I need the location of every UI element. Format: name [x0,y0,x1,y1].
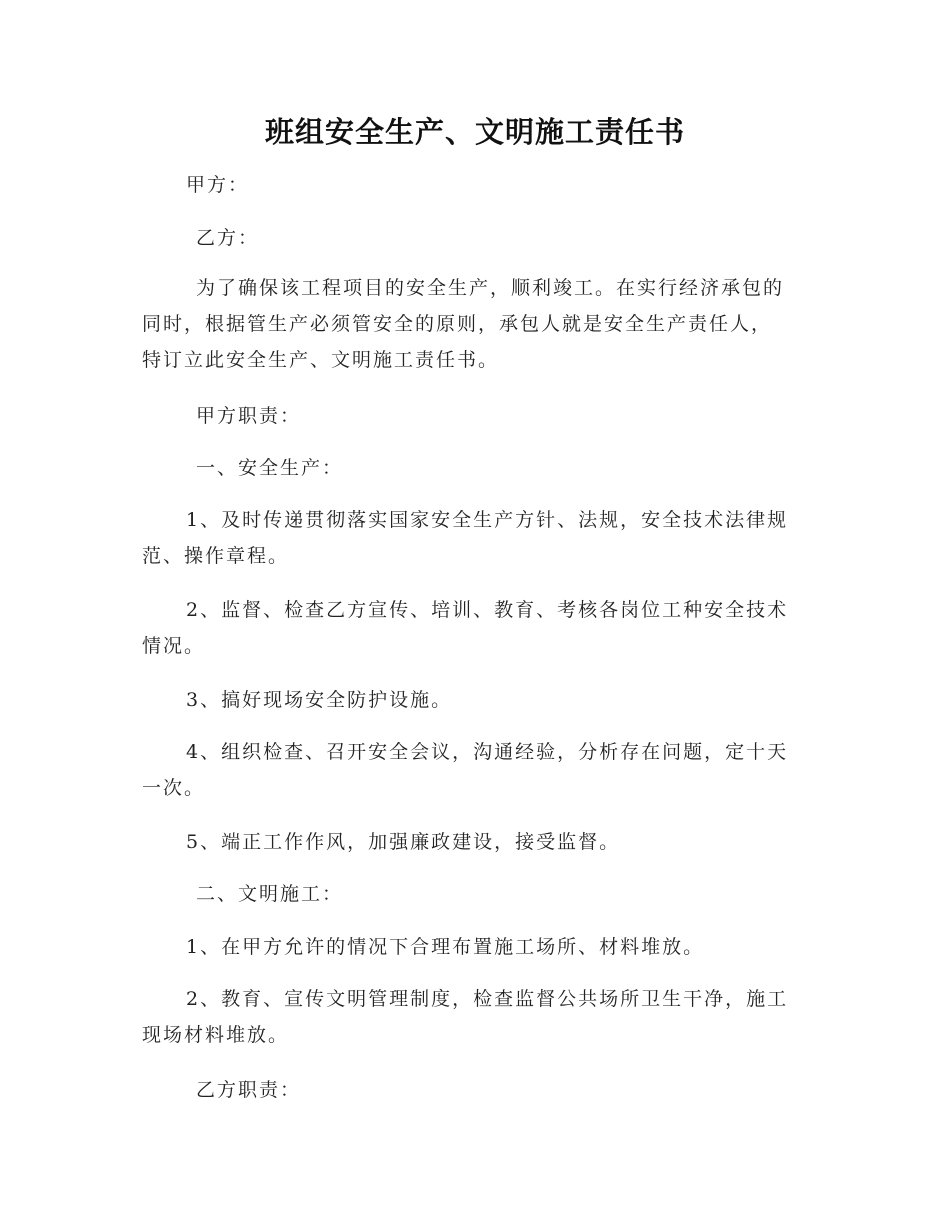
section1-heading: 一、安全生产： [196,457,344,479]
party-b-duties-heading: 乙方职责： [196,1079,302,1101]
party-a-label: 甲方： [186,174,250,196]
section1-item-1-line-1: 1、及时传递贯彻落实国家安全生产方针、法规，安全技术法律规 [186,509,789,531]
section1-item-1 [142,502,810,574]
section2-item-1-line-1: 1、在甲方允许的情况下合理布置施工场所、材料堆放。 [186,936,705,958]
section1-item-3-line-1: 3、搞好现场安全防护设施。 [186,689,453,711]
section2-item-2-line-1: 2、教育、宣传文明管理制度，检查监督公共场所卫生干净，施工 [186,988,789,1010]
section1-item-2 [142,592,810,664]
section1-item-3 [142,682,810,718]
section2-heading: 二、文明施工： [196,883,344,905]
intro-paragraph [142,270,810,378]
party-a-duties-heading: 甲方职责： [196,405,302,427]
intro-line-2: 同时，根据管生产必须管安全的原则，承包人就是安全生产责任人， [142,313,773,335]
section2-item-2 [142,981,810,1053]
section1-item-2-line-1: 2、监督、检查乙方宣传、培训、教育、考核各岗位工种安全技术 [186,599,789,621]
section1-item-5-line-1: 5、端正工作作风，加强廉政建设，接受监督。 [186,831,621,853]
section1-item-4-line-1: 4、组织检查、召开安全会议，沟通经验，分析存在问题，定十天 [186,741,789,763]
intro-line-3: 特订立此安全生产、文明施工责任书。 [142,349,500,371]
section1-item-4-line-2: 一次。 [142,777,206,799]
section2-item-2-line-2: 现场材料堆放。 [142,1024,290,1046]
section2-item-1 [142,929,810,965]
intro-line-1: 为了确保该工程项目的安全生产，顺利竣工。在实行经济承包的 [196,277,785,299]
section1-item-5 [142,824,810,860]
section1-item-4 [142,734,810,806]
section1-item-1-line-2: 范、操作章程。 [142,545,290,567]
party-b-label: 乙方： [196,227,260,249]
document-title: 班组安全生产、文明施工责任书 [264,115,685,149]
section1-item-2-line-2: 情况。 [142,635,206,657]
